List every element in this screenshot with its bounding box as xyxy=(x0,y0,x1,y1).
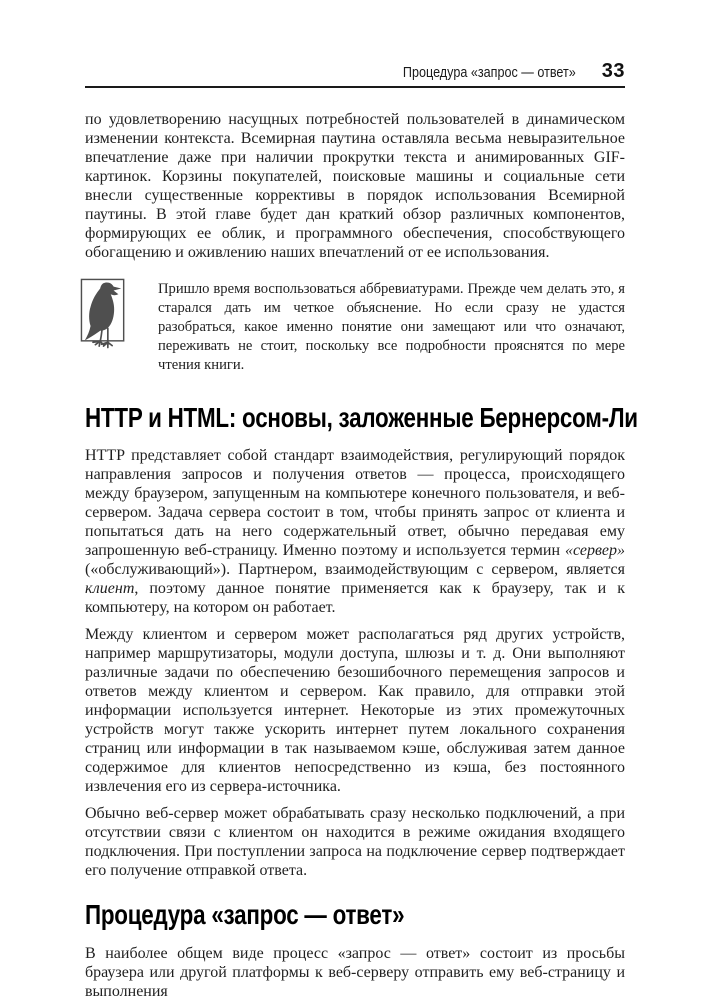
paragraph-http-overview xyxy=(85,446,625,617)
page-header xyxy=(85,60,625,82)
section-heading-http-html-text: HTTP и HTML: основы, заложенные Бернерсом-Ли xyxy=(85,402,638,433)
paragraph-intermediate-devices: Между клиентом и сервером может располагаться ряд других устройств, например маршрутизаторы, модули доступа, шлюзы и т. д. Они выполняют различные задачи по обеспечению безошибочного перемещения запросов и ответов между клиентом и сервером. Как правило, для отправки этой информации используется интернет. Некоторые из этих промежуточных устройств могут также ускорить интернет путем локального сохранения страниц или информации в так называемом кэше, обслуживая затем данное содержимое для клиентов непосредственно из кэша, без постоянного извлечения его из сервера-источника. xyxy=(85,626,625,795)
term-server: «сервер» xyxy=(564,542,625,559)
text-segment: HTTP представляет собой стандарт взаимодействия, регулирующий порядок направления запросов и получения ответов — процесса, происходящего между браузером, запущенным на компьютере конечного пользователя, и веб-сервером. Задача сервера состоит в том, чтобы принять запрос от клиента и попытаться дать на него содержательный ответ, обычно передавая ему запрошенную веб-страницу. Именно поэтому и используется термин xyxy=(85,447,625,559)
note-box xyxy=(85,278,625,375)
note-text: Пришло время воспользоваться аббревиатурами. Прежде чем делать это, я старался дать им четкое объяснение. Но если сразу не удастся разобраться, какое именно понятие они замещают или что означают, переживать не стоит, поскольку все подробности прояснятся по мере чтения книги. xyxy=(158,281,625,373)
intro-paragraph: по удовлетворению насущных потребностей пользователей в динамическом изменении контекста. Всемирная паутина оставляла весьма невыразительное впечатление даже при наличии прокрутки текста и анимированных GIF-картинок. Корзины покупателей, поисковые машины и социальные сети внесли существенные коррективы в порядок использования Всемирной паутины. В этой главе будет дан краткий обзор различных компонентов, формирующих ее облик, и программного обеспечения, способствующего обогащению и оживлению наших впечатлений от ее использования. xyxy=(85,111,625,261)
text-segment: , поэтому данное понятие применяется как к браузеру, так и к компьютеру, на котором он работает. xyxy=(85,580,625,616)
section-heading-request-response xyxy=(85,898,625,932)
paragraph-request-response-intro: В наиболее общем виде процесс «запрос — ответ» состоит из просьбы браузера или другой платформы к веб-серверу отправить ему веб-страницу и выполнения xyxy=(85,945,625,1000)
header-rule xyxy=(85,86,625,88)
paragraph-server-connections: Обычно веб-сервер может обрабатывать сразу несколько подключений, а при отсутствии связи с клиентом он находится в режиме ожидания входящего подключения. При поступлении запроса на подключение сервер подтверждает его получение отправкой ответа. xyxy=(85,805,625,879)
section-heading-request-response-text: Процедура «запрос — ответ» xyxy=(85,899,405,930)
crow-icon xyxy=(80,278,128,349)
term-client: клиент xyxy=(85,580,135,597)
running-title: Процедура «запрос — ответ» xyxy=(402,64,576,81)
page-number: 33 xyxy=(601,60,625,82)
text-segment: («обслуживающий»). Партнером, взаимодействующим с сервером, является xyxy=(85,561,625,578)
section-heading-http-html xyxy=(85,401,638,435)
